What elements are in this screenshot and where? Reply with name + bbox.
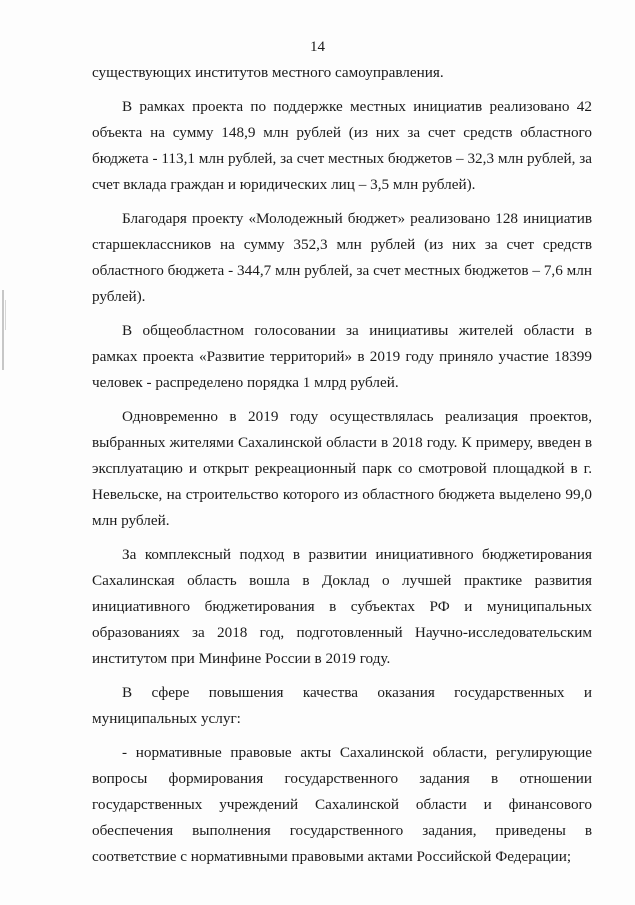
document-body (92, 60, 592, 878)
paragraph: В рамках проекта по поддержке местных инициатив реализовано 42 объекта на сумму 148,9 млн рублей (из них за счет средств областного бюджета - 113,1 млн рублей, за счет местных бюджетов – 32,3 млн рублей, за счет вклада граждан и юридических лиц – 3,5 млн рублей). (92, 98, 592, 193)
paragraph: - нормативные правовые акты Сахалинской области, регулирующие вопросы формирования государственного задания в отношении государственных учреждений Сахалинской области и финансового обеспечения выполнения государственного задания, приведены в соответствие с нормативными правовыми актами Российской Федерации; (92, 744, 592, 865)
paragraph: В общеобластном голосовании за инициативы жителей области в рамках проекта «Развитие территорий» в 2019 году приняло участие 18399 человек - распределено порядка 1 млрд рублей. (92, 322, 592, 391)
paragraph: За комплексный подход в развитии инициативного бюджетирования Сахалинская область вошла в Доклад о лучшей практике развития инициативного бюджетирования в субъектах РФ и муниципальных образованиях за 2018 год, подготовленный Научно-исследовательским институтом при Минфине России в 2019 году. (92, 546, 592, 667)
paragraph: В сфере повышения качества оказания государственных и муниципальных услуг: (92, 684, 592, 727)
margin-scan-mark (5, 300, 6, 330)
margin-scan-mark (2, 290, 4, 370)
paragraph: существующих институтов местного самоуправления. (92, 64, 444, 81)
page-number: 14 (310, 39, 325, 55)
paragraph: Одновременно в 2019 году осуществлялась реализация проектов, выбранных жителями Сахалинской области в 2018 году. К примеру, введен в эксплуатацию и открыт рекреационный парк со смотровой площадкой в г. Невельске, на строительство которого из областного бюджета выделено 99,0 млн рублей. (92, 408, 592, 529)
paragraph: Благодаря проекту «Молодежный бюджет» реализовано 128 инициатив старшеклассников на сумму 352,3 млн рублей (из них за счет средств областного бюджета - 344,7 млн рублей, за счет местных бюджетов – 7,6 млн рублей). (92, 210, 592, 305)
